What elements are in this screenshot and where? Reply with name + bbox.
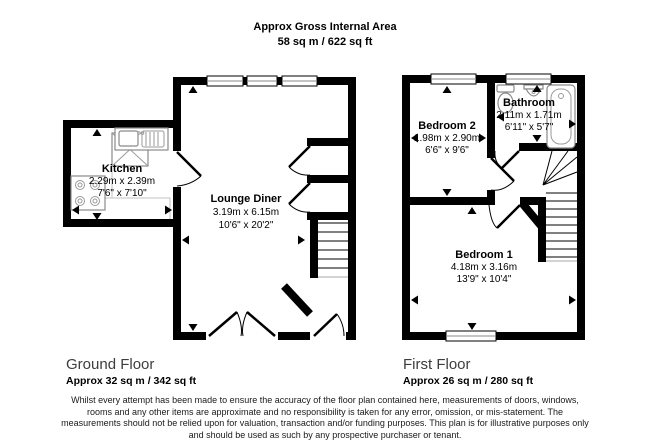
bathroom-name: Bathroom <box>503 97 555 109</box>
lounge-diner-label <box>211 193 283 231</box>
header-title: Approx Gross Internal Area <box>253 21 397 33</box>
window <box>207 76 243 86</box>
bedroom1-imperial: 13'9" x 10'4" <box>456 274 512 285</box>
bedroom1-name: Bedroom 1 <box>455 249 513 261</box>
lounge-metric: 3.19m x 6.15m <box>212 207 280 218</box>
ground-floor-plan <box>60 72 360 344</box>
bedroom2-imperial: 6'6" x 9'6" <box>425 145 469 156</box>
bedroom1-metric: 4.18m x 3.16m <box>450 262 518 273</box>
bathroom-label <box>496 97 561 133</box>
lounge-imperial: 10'6" x 20'2" <box>218 220 274 231</box>
kitchen-metric: 2.29m x 2.39m <box>88 176 156 187</box>
first-floor-title: First Floor <box>403 356 471 373</box>
window <box>506 74 551 84</box>
header-area: 58 sq m / 622 sq ft <box>277 36 373 48</box>
lounge-name: Lounge Diner <box>210 193 282 205</box>
first-floor-plan <box>398 72 590 344</box>
kitchen-imperial: 7'6" x 7'10" <box>97 188 147 199</box>
window <box>446 331 496 341</box>
gross-internal-area-header <box>155 20 495 50</box>
window <box>282 76 317 86</box>
first-floor-caption <box>403 356 533 387</box>
bedroom2-metric: 1.98m x 2.90m <box>413 133 481 144</box>
ground-floor-title: Ground Floor <box>66 356 155 373</box>
bathroom-metric: 2.11m x 1.71m <box>496 110 562 121</box>
first-floor-area: Approx 26 sq m / 280 sq ft <box>403 375 534 387</box>
bedroom1-label <box>451 249 517 285</box>
bedroom2-name: Bedroom 2 <box>418 120 476 132</box>
window <box>247 76 277 86</box>
kitchen-name: Kitchen <box>101 163 143 175</box>
sink-icon <box>115 128 168 150</box>
ground-floor-caption <box>66 356 196 387</box>
ground-floor-area: Approx 32 sq m / 342 sq ft <box>66 375 197 387</box>
window <box>431 74 476 84</box>
bathroom-imperial: 6'11" x 5'7" <box>504 122 554 133</box>
disclaimer-text: Whilst every attempt has been made to ensure the accuracy of the floor plan contained here, measurements of doors, windows, rooms and any other items are approximate and no responsibility is taken for any error, omission, or mis-statement. The measurements should not be relied upon for valuation, transaction and/or funding purposes. This plan is for illustrative purposes only and should be used as such by any prospective purchaser or tenant. <box>61 395 589 440</box>
